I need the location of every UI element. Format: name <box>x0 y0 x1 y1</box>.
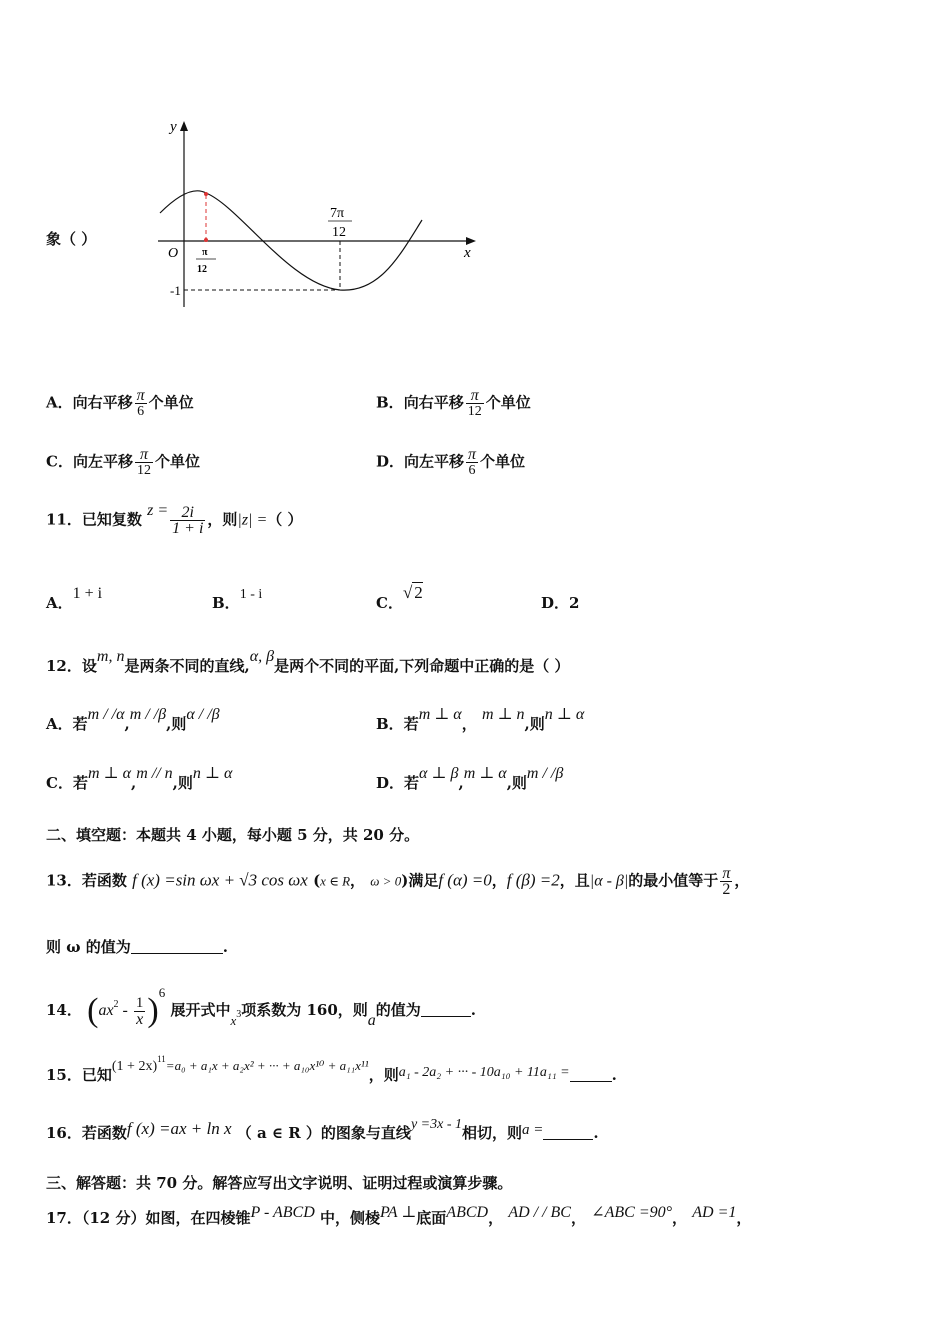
q11-option-b: B．1 - i <box>212 587 263 612</box>
q14-stem: 14． ($ax^2$ - $\frac{1}{x}$ )6 展开式中$x^3$项系数为 160，则a的值为 . <box>46 985 477 1029</box>
q10-stem: 象（ ） <box>46 230 97 248</box>
q15-stem: 15．已知$(1 + 2x)^{11}=a_0 + a_1x + a_2x^2$ + ··· + a₁₀x¹⁰ + a₁₁x¹¹，则a₁ - 2a₂ + ··· - 10a₁₀ + 11a₁₁ = . <box>46 1054 617 1084</box>
section3-heading: 三、解答题：共 70 分。解答应写出文字说明、证明过程或演算步骤。 <box>46 1174 513 1192</box>
q10-option-b: B．向右平移 $\frac{\pi}{12}$ 个单位 <box>376 387 531 419</box>
q15-answer-blank[interactable] <box>570 1067 612 1082</box>
q10-option-a: A．向右平移 $\frac{\pi}{6}$ 个单位 <box>46 387 194 419</box>
tick-num: π <box>202 247 208 258</box>
q14-answer-blank[interactable] <box>421 1002 471 1017</box>
peak-num: 7π <box>330 206 345 221</box>
q11-option-c: C．√ 2 <box>376 583 423 612</box>
q13-stem: 13．若函数 f (x) =sin ωx + √3 cos ωx (x ∈ R， ω > 0)满足f (α) =0，f (β) =2，且|α - β|的最小值等于 $\frac{\pi}{2}$ ， <box>46 865 750 898</box>
section2-heading: 二、填空题：本题共 4 小题，每小题 5 分，共 20 分。 <box>46 826 420 844</box>
sine-graph <box>140 115 480 315</box>
origin-label: O <box>168 246 179 261</box>
q12-option-c: C．若m ⊥ α,m // n,则n ⊥ α <box>46 765 233 792</box>
q13-answer-blank[interactable] <box>131 939 223 954</box>
q12-option-a: A．若m / /α,m / /β,则α / /β <box>46 706 220 733</box>
q12-option-b: B．若m ⊥ α， m ⊥ n,则n ⊥ α <box>376 706 585 733</box>
tick-den: 12 <box>197 264 207 275</box>
q10-option-c: C．向左平移 $\frac{\pi}{12}$ 个单位 <box>46 446 200 478</box>
q17-stem: 17．（12 分）如图，在四棱锥P - ABCD 中，侧棱PA ⊥底面ABCD， AD / / BC， ∠ABC =90°， AD =1， <box>46 1204 752 1227</box>
q12-stem: 12．设m, n是两条不同的直线,α, β是两个不同的平面,下列命题中正确的是（ ） <box>46 648 570 675</box>
x-axis-label: x <box>464 245 471 261</box>
y-axis-label: y <box>170 119 177 135</box>
q10-option-d: D．向左平移 $\frac{\pi}{6}$ 个单位 <box>376 446 526 478</box>
neg-one-label: -1 <box>170 283 181 298</box>
q11-stem: 11．已知复数 z = $\frac{2i}{1 + i}$ ，则|z| =（ ） <box>46 501 303 537</box>
q11-option-a: A．1 + i <box>46 585 103 612</box>
q11-option-d: D．2 <box>541 594 580 612</box>
q13-line2: 则 ω 的值为 . <box>46 938 228 956</box>
q12-option-d: D．若α ⊥ β,m ⊥ α,则m / /β <box>376 765 564 792</box>
q16-stem: 16．若函数f (x) =ax + ln x （ a ∈ R ）的图象与直线y =3x - 1相切，则a = . <box>46 1117 599 1142</box>
peak-den: 12 <box>332 225 346 240</box>
q16-answer-blank[interactable] <box>543 1125 593 1140</box>
